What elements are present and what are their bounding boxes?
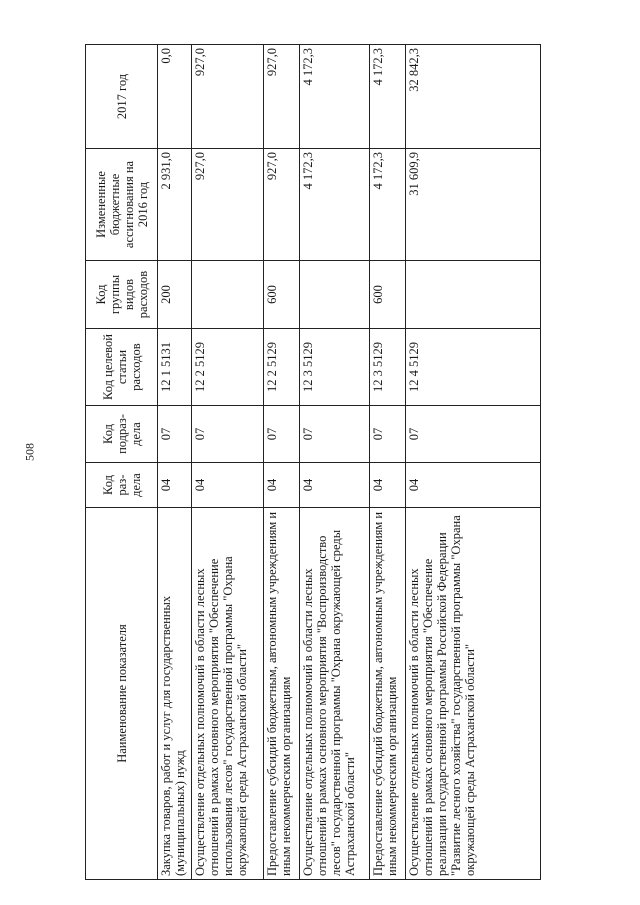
- cell-podrazdel: 07: [192, 406, 264, 463]
- table-row: [264, 45, 300, 880]
- cell-razdel: 04: [264, 463, 300, 508]
- cell-group: 600: [264, 261, 300, 329]
- cell-razdel: 04: [158, 463, 192, 508]
- cell-name: Закупка товаров, работ и услуг для государственных (муниципальных) нужд: [158, 508, 192, 880]
- cell-podrazdel: 07: [158, 406, 192, 463]
- header-podrazdel: Код подраз-дела: [86, 406, 158, 463]
- page-number: 508: [22, 443, 37, 461]
- cell-2017: 4 172,3: [370, 45, 406, 149]
- cell-group: [192, 261, 264, 329]
- cell-target: 12 2 5129: [192, 329, 264, 406]
- cell-razdel: 04: [300, 463, 370, 508]
- cell-2017: 32 842,3: [406, 45, 541, 149]
- table-row: [192, 45, 264, 880]
- header-group: Код группы видов расходов: [86, 261, 158, 329]
- cell-changed: 927,0: [192, 149, 264, 261]
- cell-target: 12 1 5131: [158, 329, 192, 406]
- cell-podrazdel: 07: [406, 406, 541, 463]
- table-row: [158, 45, 192, 880]
- table-container: [85, 45, 540, 880]
- cell-podrazdel: 07: [370, 406, 406, 463]
- cell-group: 600: [370, 261, 406, 329]
- cell-name: Предоставление субсидий бюджетным, автономным учреждениям и иным некоммерческим организациям: [264, 508, 300, 880]
- budget-table: [85, 44, 541, 880]
- table-row: [406, 45, 541, 880]
- cell-group: [300, 261, 370, 329]
- cell-changed: 927,0: [264, 149, 300, 261]
- cell-group: [406, 261, 541, 329]
- cell-name: Осуществление отдельных полномочий в области лесных отношений в рамках основного мероприятия "Обеспечение использования лесов" государственной программы "Охрана окружающей среды Астраханской области": [192, 508, 264, 880]
- header-name: Наименование показателя: [86, 508, 158, 880]
- header-changed: Измененные бюджетные ассигнования на 2016 год: [86, 149, 158, 261]
- cell-changed: 4 172,3: [300, 149, 370, 261]
- cell-group: 200: [158, 261, 192, 329]
- cell-target: 12 4 5129: [406, 329, 541, 406]
- cell-podrazdel: 07: [300, 406, 370, 463]
- header-razdel: Код раз-дела: [86, 463, 158, 508]
- cell-target: 12 3 5129: [300, 329, 370, 406]
- cell-podrazdel: 07: [264, 406, 300, 463]
- cell-changed: 31 609,9: [406, 149, 541, 261]
- cell-razdel: 04: [370, 463, 406, 508]
- cell-changed: 2 931,0: [158, 149, 192, 261]
- cell-target: 12 3 5129: [370, 329, 406, 406]
- cell-target: 12 2 5129: [264, 329, 300, 406]
- cell-2017: 4 172,3: [300, 45, 370, 149]
- cell-razdel: 04: [406, 463, 541, 508]
- cell-name: Предоставление субсидий бюджетным, автономным учреждениям и иным некоммерческим организациям: [370, 508, 406, 880]
- header-2017: 2017 год: [86, 45, 158, 149]
- cell-changed: 4 172,3: [370, 149, 406, 261]
- cell-name: Осуществление отдельных полномочий в области лесных отношений в рамках основного мероприятия "Воспроизводство лесов" государственной программы "Охрана окружающей среды Астраханской области": [300, 508, 370, 880]
- table-row: [300, 45, 370, 880]
- header-target: Код целевой статьи расходов: [86, 329, 158, 406]
- cell-2017: 927,0: [192, 45, 264, 149]
- table-row: [370, 45, 406, 880]
- cell-2017: 0,0: [158, 45, 192, 149]
- cell-razdel: 04: [192, 463, 264, 508]
- cell-name: Осуществление отдельных полномочий в области лесных отношений в рамках основного мероприятия "Обеспечение реализации государственной программы Российской Федерации "Развитие лесного хозяйства" государственной программы "Охрана окружающей среды Астраханской области": [406, 508, 541, 880]
- cell-2017: 927,0: [264, 45, 300, 149]
